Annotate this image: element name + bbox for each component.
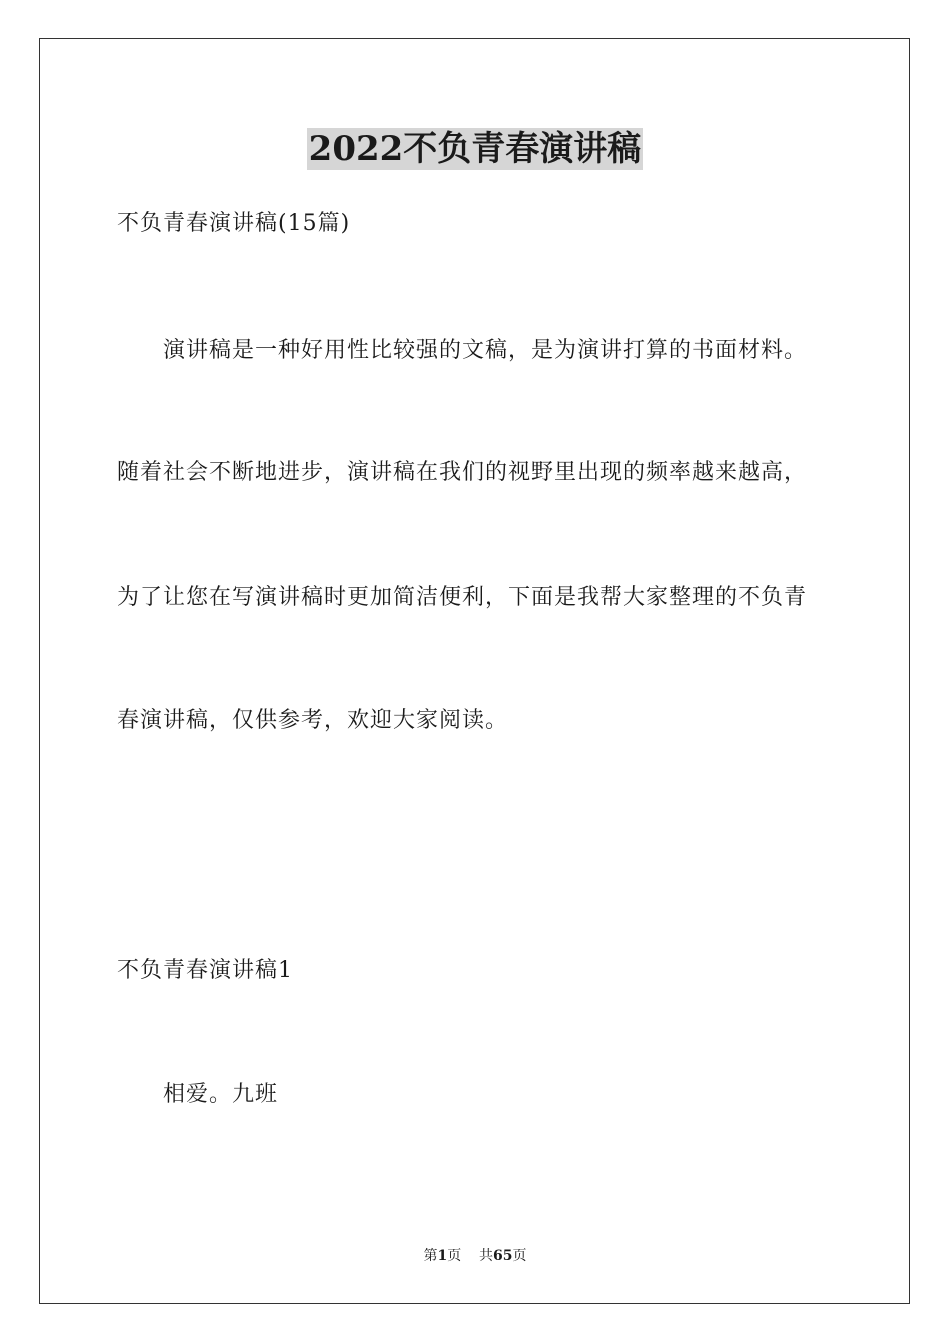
document-title: 2022不负青春演讲稿 xyxy=(308,129,642,169)
footer-page-prefix: 第 xyxy=(423,1248,438,1264)
page-footer xyxy=(0,1246,950,1266)
intro-line-3: 为了让您在写演讲稿时更加简洁便利，下面是我帮大家整理的不负青 xyxy=(117,585,808,610)
footer-total-suffix: 页 xyxy=(512,1248,527,1264)
intro-line-2: 随着社会不断地进步，演讲稿在我们的视野里出现的频率越来越高， xyxy=(117,460,808,485)
intro-line-1: 演讲稿是一种好用性比较强的文稿，是为演讲打算的书面材料。 xyxy=(163,338,808,363)
footer-total-pages: 65 xyxy=(493,1248,513,1264)
section-heading: 不负青春演讲稿1 xyxy=(117,958,293,983)
intro-line-4: 春演讲稿，仅供参考，欢迎大家阅读。 xyxy=(117,708,509,733)
footer-page-number: 1 xyxy=(437,1248,448,1264)
document-subtitle: 不负青春演讲稿(15篇) xyxy=(117,211,351,236)
section-first-line: 相爱。九班 xyxy=(163,1082,279,1107)
footer-page-suffix: 页 xyxy=(447,1248,462,1264)
footer-total-prefix: 共 xyxy=(479,1248,494,1264)
title-container xyxy=(0,128,950,170)
